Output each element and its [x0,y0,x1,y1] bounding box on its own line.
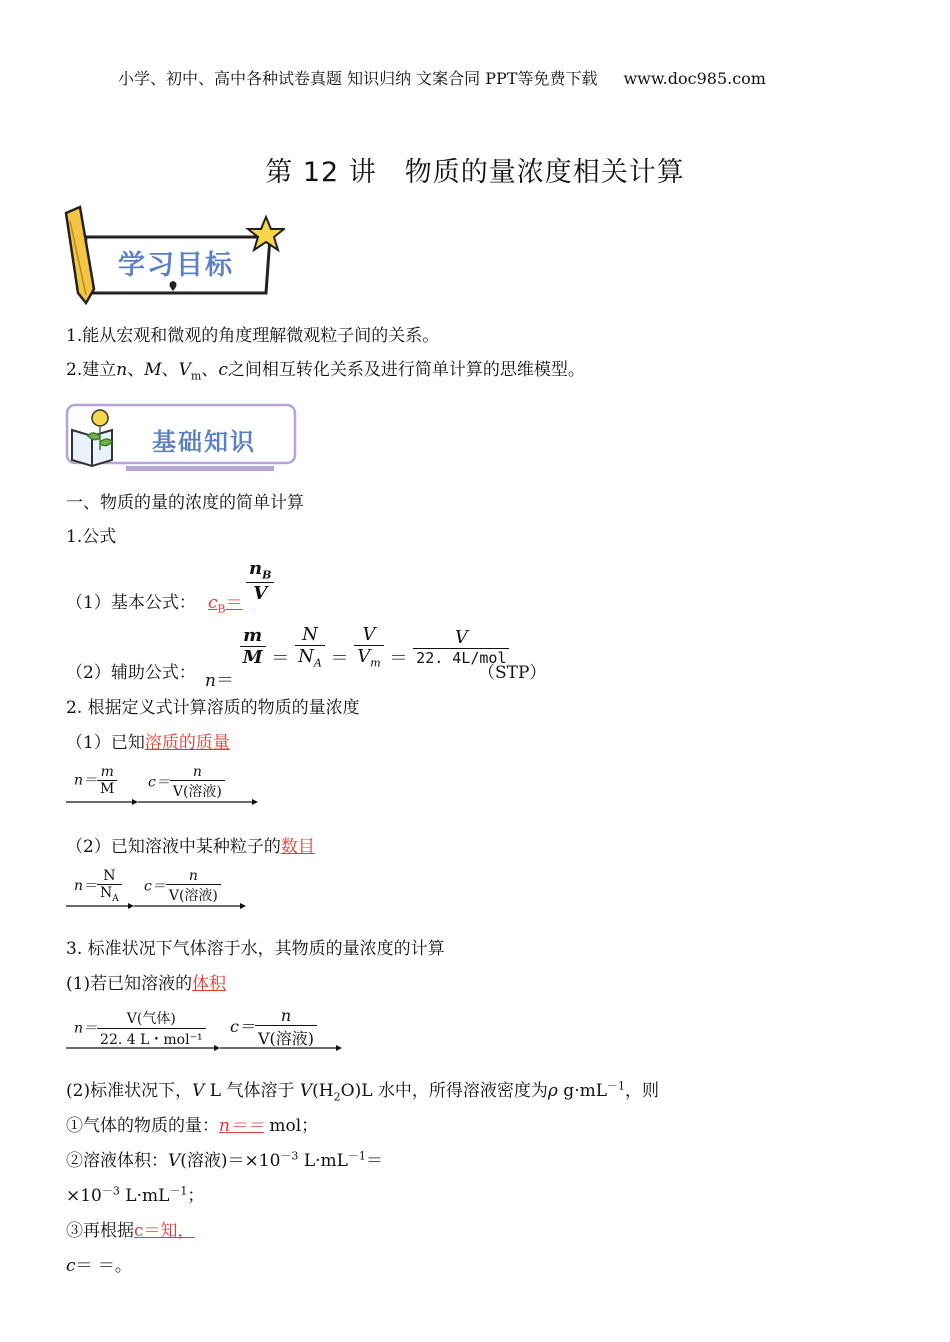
aux-formula: n＝ $\frac{m}{M}$ ＝ $\frac{N}{N_A}$ ＝ $\frac{V}{V_m}$ ＝ $\frac{V}{\text{22. 4L/mol}}$ [205,624,509,670]
basic-formula-lhs: $c_B=$ [208,593,243,616]
step-2: ②溶液体积：V(溶液)$=\times 10^{-3}$ $L\cdot mL^{-1}=$ [66,1149,383,1171]
step-1: ①气体的物质的量：n＝＝ mol； [66,1116,319,1136]
section-heading-1: 一、物质的量的浓度的简单计算 [66,493,304,513]
banner-learning-goals: 学习目标 [118,250,234,281]
banner-basic-knowledge: 基础知识 [152,428,256,456]
objective-2: 2.建立n、M、$V_m$、c之间相互转化关系及进行简单计算的思维模型。 [66,360,585,383]
step-4: c＝ ＝。 [66,1256,132,1276]
header-site: www.doc985.com [623,69,766,88]
arrow-icon [66,1042,356,1054]
case-3: (1)若已知溶液的体积 [66,974,227,994]
gas-paragraph: (2)标准状况下，V L 气体溶于 $V(H_2O)L$ 水中，所得溶液密度为ρ $g\cdot mL^{-1}$，则 [66,1079,660,1104]
basic-formula-label: （1）基本公式： [66,593,196,613]
mass-to-conc-diagram: n＝ $\frac{m}{M}$ c＝ $\frac{n}{\text{V(溶液)}}$ [66,760,266,810]
count-to-conc-diagram: n＝ $\frac{N}{N_A}$ c＝ $\frac{n}{\text{V(溶液)}}$ [66,864,266,914]
arrow-icon [66,796,266,808]
subheading-gas: 3. 标准状况下气体溶于水，其物质的量浓度的计算 [66,939,445,959]
aux-formula-label: （2）辅助公式： [66,663,196,683]
case-2: （2）已知溶液中某种粒子的数目 [66,837,315,857]
objective-1: 1.能从宏观和微观的角度理解微观粒子间的关系。 [66,326,440,346]
learning-goals-banner [60,205,285,305]
case-1: （1）已知溶质的质量 [66,733,230,753]
page-header [118,66,766,89]
stp-note: （STP） [478,663,547,683]
step-3: ③再根据c＝知， [66,1221,195,1241]
step-2-cont: $\times 10^{-3}$ $L\cdot mL^{-1}$； [66,1184,205,1206]
basic-formula-fraction: $\frac{n_B}{V}$ [246,558,274,604]
header-text: 小学、初中、高中各种试卷真题 知识归纳 文案合同 PPT等免费下载 [118,69,598,88]
volume-to-conc-diagram: n＝ $\frac{\text{V(气体)}}{\text{22. 4 L・mol⁻¹}}$ c＝ $\frac{n}{\text{V(溶液)}}$ [66,1002,356,1056]
basic-knowledge-banner [64,400,300,476]
subheading-definition: 2. 根据定义式计算溶质的物质的量浓度 [66,698,360,718]
arrow-icon [66,900,266,912]
page-title: 第 12 讲 物质的量浓度相关计算 [265,157,685,188]
subheading-formula: 1.公式 [66,527,117,547]
